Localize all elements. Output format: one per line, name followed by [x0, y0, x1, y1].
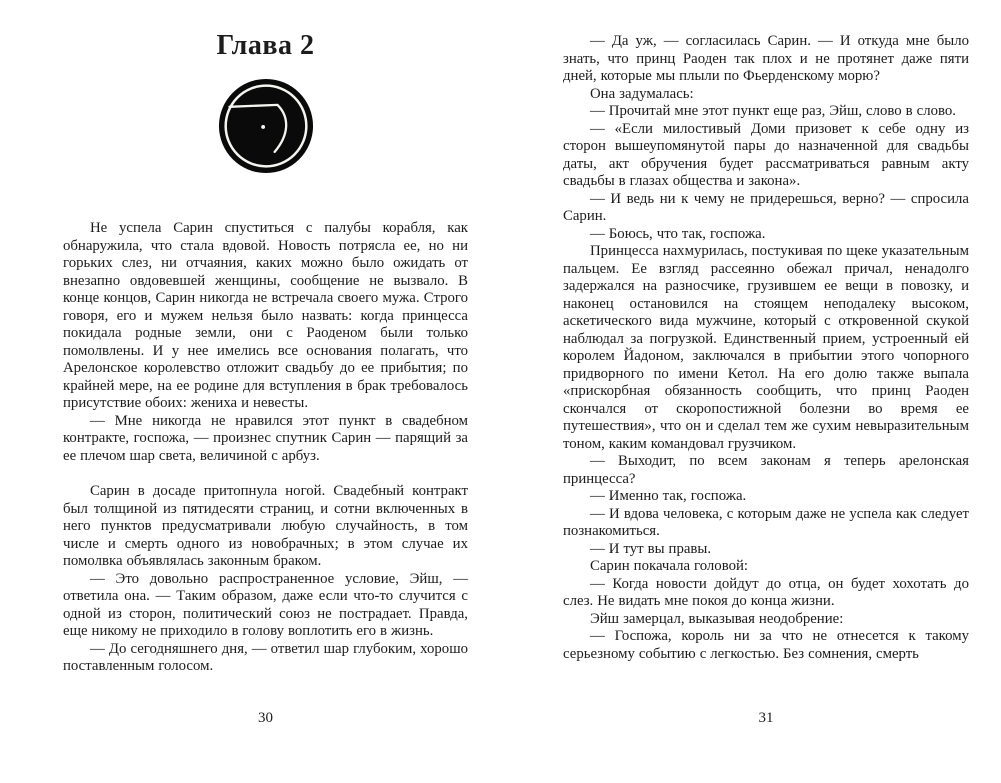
paragraph: Принцесса нахмурилась, постукивая по щеке указательным пальцем. Ее взгляд рассеянно обежал причал, ненадолго задержался на разносчике, грузившем ее вещи в повозку, и наконец остановился на стоящем неподалеку высоком, аскетического вида мужчине, который с откровенной скукой наблюдал за погрузкой. Единственный прием, устроенный ей королем Йадоном, заключался в прибытии этого чопорного придворного по имени Кетол. На его долю также выпала «прискорбная обязанность сообщить, что принц Раоден скончался от скоропостижной болезни во время ее путешествия», что он и сделал тем же сухим невыразительным тоном, каким командовал грузчиком. — [563, 243, 969, 452]
left-page-text — [63, 220, 468, 676]
paragraph: — Именно так, госпожа. — [590, 488, 747, 504]
paragraph: Эйш замерцал, выказывая неодобрение: — [590, 610, 844, 627]
paragraph: — Боюсь, что так, госпожа. — [590, 225, 766, 242]
paragraph: — И вдова человека, с которым даже не успела как следует познакомиться. — [563, 505, 969, 539]
paragraph: — Это довольно распространенное условие, Эйш, — ответила она. — Таким образом, даже если что-то случится с одной из сторон, политический союз не пострадает. Правда, еще никому не приходило в голову воплотить его в жизнь. — [63, 570, 468, 639]
paragraph: Она задумалась: — [590, 85, 694, 102]
paragraph: — «Если милостивый Доми призовет к себе одну из сторон вышеупомянутой пары до назначенной для свадьбы даты, акт обручения будет рассматриваться равным акту свадьбы в глазах общества и закона». — [563, 120, 969, 189]
right-page-text — [563, 0, 969, 663]
paragraph: — Да уж, — согласилась Сарин. — И откуда мне было знать, что принц Раоден так плох и не протянет даже пяти дней, которые мы плыли по Фьерденскому морю? — [563, 33, 969, 84]
page-number: 30 — [258, 710, 273, 726]
paragraph: Не успела Сарин спуститься с палубы корабля, как обнаружила, что стала вдовой. Новость потрясла ее, но ни горьких слез, ни отчаяния, каких можно было ожидать от внезапно овдовевшей женщины, сообщение не вызвало. В конце концов, Сарин никогда не встречала своего мужа. Строго говоря, его и мужем нельзя было назвать: когда принцесса покидала родные земли, они с Раоденом были только помолвлены. И у нее имелись все основания полагать, что Арелонское королевство отложит свадьбу до ее прибытия; по крайней мере, на ее родине для вступления в брак требовалось присутствие обоих: жениха и невесты. — [63, 220, 468, 411]
paragraph: Сарин покачала головой: — [590, 558, 749, 574]
paragraph: — И ведь ни к чему не придерешься, верно? — спросила Сарин. — [563, 190, 969, 224]
paragraph: — Когда новости дойдут до отца, он будет хохотать до слез. Не видать мне покоя до конца жизни. — [563, 575, 969, 609]
paragraph: — Выходит, по всем законам я теперь арелонская принцесса? — [563, 453, 969, 487]
paragraph: — До сегодняшнего дня, — ответил шар глубоким, хорошо поставленным голосом. — [63, 640, 468, 674]
paragraph: — И тут вы правы. — [590, 540, 712, 557]
paragraph: — Прочитай мне этот пункт еще раз, Эйш, слово в слово. — [590, 103, 956, 119]
paragraph: — Мне никогда не нравился этот пункт в свадебном контракте, госпожа, — произнес спутник Сарин — парящий за ее плечом шар света, величиной с арбуз. — [63, 412, 468, 464]
left-page — [63, 0, 468, 783]
right-page — [563, 0, 969, 783]
aon-seal-icon — [218, 78, 314, 174]
paragraph: Сарин в досаде притопнула ногой. Свадебный контракт был толщиной из пятидесяти страниц, и сотни включенных в него пунктов предусматривали любую случайность, в том числе и смерть одного из новобрачных; в этом случае их помолвка объявлялась законным браком. — [63, 483, 468, 569]
paragraph: — Госпожа, король ни за что не отнесется к такому серьезному событию с легкостью. Без сомнения, смерть — [563, 628, 969, 662]
chapter-heading: Глава 2 — [216, 30, 315, 61]
page-number: 31 — [758, 710, 774, 726]
